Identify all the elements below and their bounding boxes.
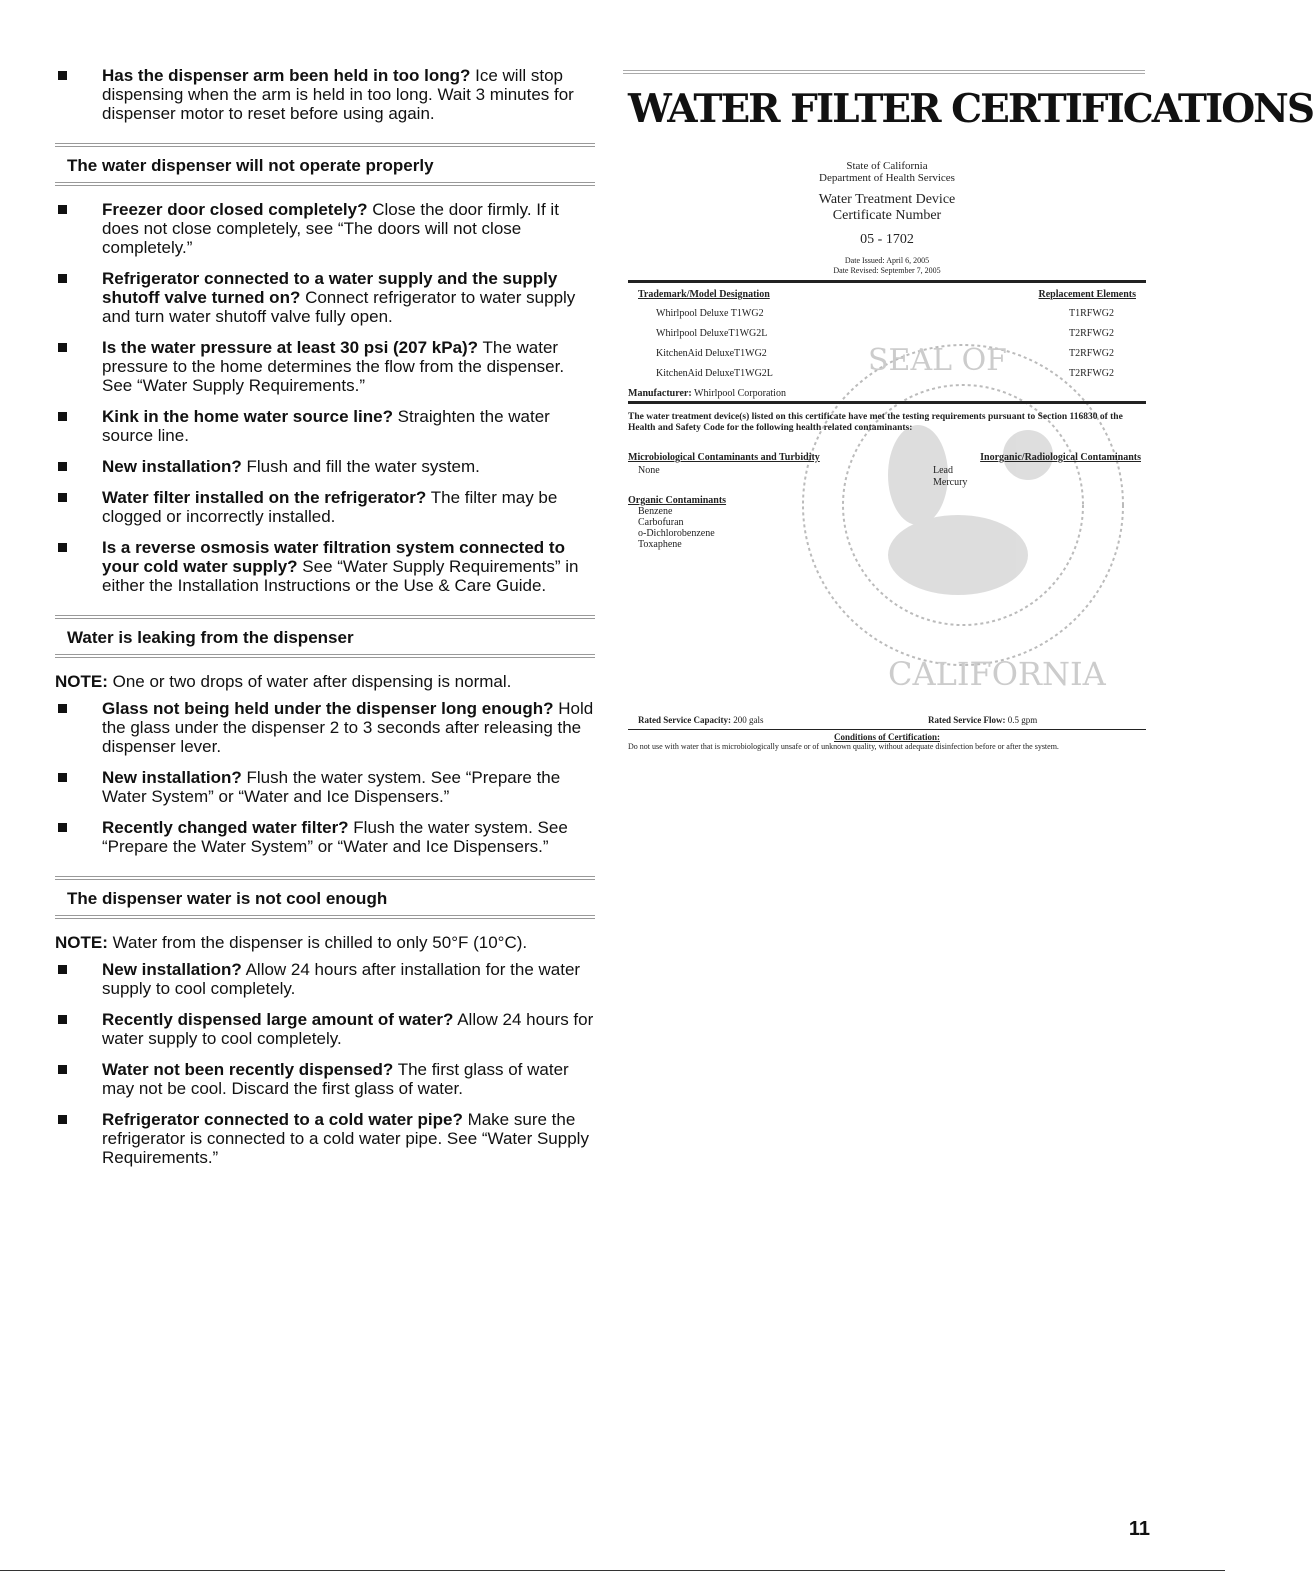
capacity-value: 200 gals xyxy=(733,715,764,725)
conditions-label: Conditions of Certification: xyxy=(834,732,940,742)
bullet-answer: Flush the water system. See “Prepare the Water System” or “Water and Ice Dispensers.” xyxy=(102,768,561,806)
cert-dept: Department of Health Services xyxy=(819,172,955,184)
bullet-answer: The water pressure to the home determines the flow from the dispenser. See “Water Supply Requirements.” xyxy=(102,338,565,395)
bullet-question: Has the dispenser arm been held in too long? xyxy=(102,66,471,85)
bullet-item xyxy=(55,407,595,445)
bullet-answer: Straighten the water source line. xyxy=(102,407,550,445)
bullet-answer: Hold the glass under the dispenser 2 to 3 seconds after releasing the dispenser lever. xyxy=(102,699,594,756)
bullet-item xyxy=(55,200,595,257)
organic-label: Organic Contaminants xyxy=(628,495,727,506)
bullet-answer: Flush and fill the water system. xyxy=(241,457,480,476)
manufacturer-line xyxy=(628,388,1146,399)
contaminant-heads xyxy=(628,452,1146,463)
replacement-element: T2RFWG2 xyxy=(1069,328,1114,339)
organic-values xyxy=(638,506,1146,550)
bullet-answer: Allow 24 hours after installation for the water supply to cool completely. xyxy=(102,960,581,998)
replacement-element: T2RFWG2 xyxy=(1069,368,1114,379)
certificate xyxy=(628,160,1146,780)
bullet-item xyxy=(55,1110,595,1167)
cert-footer xyxy=(628,715,1146,752)
cert-date-revised: Date Revised: September 7, 2005 xyxy=(833,266,941,275)
cert-column-heads xyxy=(638,289,1136,300)
bullet-item xyxy=(55,66,595,123)
replacement-element: T1RFWG2 xyxy=(1069,308,1114,319)
section-heading-leaking: Water is leaking from the dispenser xyxy=(55,615,595,658)
top-bullets xyxy=(55,66,595,123)
bullet-item xyxy=(55,960,595,998)
contaminant-item: Mercury xyxy=(933,477,968,488)
flow-value: 0.5 gpm xyxy=(1007,715,1038,725)
bullet-answer: Make sure the refrigerator is connected to a cold water pipe. See “Water Supply Requirements.” xyxy=(102,1110,589,1167)
note-label: NOTE: xyxy=(55,672,108,691)
seal-top-text: SEAL OF xyxy=(868,343,1007,378)
cert-date-issued: Date Issued: April 6, 2005 xyxy=(844,256,930,265)
bullet-item xyxy=(55,818,595,856)
bullet-question: Refrigerator connected to a water supply and the supply shutoff valve turned on? xyxy=(102,269,558,307)
cert-rule xyxy=(628,729,1146,730)
bullet-answer: Allow 24 hours for water supply to cool completely. xyxy=(102,1010,594,1048)
cert-rule xyxy=(628,401,1146,404)
bullet-question: Glass not being held under the dispenser long enough? xyxy=(102,699,554,718)
inorganic-values xyxy=(933,465,967,489)
model-name: Whirlpool DeluxeT1WG2L xyxy=(656,328,768,339)
inorganic-label: Inorganic/Radiological Contaminants xyxy=(980,452,1141,463)
bullet-question: Water not been recently dispensed? xyxy=(102,1060,394,1079)
bullet-question: Freezer door closed completely? xyxy=(102,200,368,219)
page-number: 11 xyxy=(1128,1518,1150,1540)
contaminant-item: Toxaphene xyxy=(638,539,682,550)
contaminant-values xyxy=(628,463,1146,495)
model-row xyxy=(628,344,1146,364)
micro-label: Microbiological Contaminants and Turbidity xyxy=(628,452,820,463)
model-row xyxy=(628,304,1146,324)
contaminant-item: Carbofuran xyxy=(638,517,684,528)
cert-statement: The water treatment device(s) listed on this certificate have met the testing requirements pursuant to Section 116830 of the Health and Safety Code for the following health related contaminants: xyxy=(628,412,1123,433)
cert-state: State of California xyxy=(846,160,928,172)
bullet-item xyxy=(55,538,595,595)
bullet-question: Is the water pressure at least 30 psi (207 kPa)? xyxy=(102,338,479,357)
bullet-answer: Ice will stop dispensing when the arm is held in too long. Wait 3 minutes for dispenser motor to reset before using again. xyxy=(102,66,574,123)
model-name: Whirlpool Deluxe T1WG2 xyxy=(656,308,764,319)
bullet-question: New installation? xyxy=(102,457,242,476)
bullet-question: New installation? xyxy=(102,768,242,787)
ratings-line xyxy=(628,715,1146,725)
bottom-rule xyxy=(0,1570,1225,1571)
micro-value: None xyxy=(638,465,660,476)
bullet-answer: Close the door firmly. If it does not close completely, see “The doors will not close completely.” xyxy=(102,200,559,257)
note-text: Water from the dispenser is chilled to only 50°F (10°C). xyxy=(107,933,528,952)
bullet-item xyxy=(55,488,595,526)
capacity-label: Rated Service Capacity: xyxy=(638,715,731,725)
note-leaking xyxy=(55,672,595,691)
bullet-item xyxy=(55,699,595,756)
bullet-question: Recently dispensed large amount of water? xyxy=(102,1010,454,1029)
cert-device: Water Treatment Device xyxy=(818,192,956,207)
contaminant-item: o-Dichlorobenzene xyxy=(638,528,715,539)
bullet-item xyxy=(55,269,595,326)
bullet-answer: The first glass of water may not be cool. Discard the first glass of water. xyxy=(102,1060,569,1098)
trademark-column-head: Trademark/Model Designation xyxy=(638,289,770,300)
note-text: One or two drops of water after dispensing is normal. xyxy=(107,672,512,691)
contaminant-item: Benzene xyxy=(638,506,673,517)
seal-bottom-text: CALIFORNIA xyxy=(888,655,1106,693)
replacement-element: T2RFWG2 xyxy=(1069,348,1114,359)
manufacturer-label: Manufacturer: xyxy=(628,388,692,399)
section-heading-not-cool: The dispenser water is not cool enough xyxy=(55,876,595,919)
s3-bullets xyxy=(55,960,595,1167)
bullet-item xyxy=(55,457,595,476)
bullet-answer: The filter may be clogged or incorrectly installed. xyxy=(102,488,558,526)
page-title: WATER FILTER CERTIFICATIONS xyxy=(628,86,1313,132)
conditions-text: Do not use with water that is microbiologically unsafe or of unknown quality, without adequate disinfection before or after the system. xyxy=(628,742,1059,751)
model-row xyxy=(628,364,1146,384)
manufacturer-value: Whirlpool Corporation xyxy=(694,388,786,399)
s1-bullets xyxy=(55,200,595,595)
bullet-question: New installation? xyxy=(102,960,242,979)
flow-label: Rated Service Flow: xyxy=(928,715,1006,725)
replacement-column-head: Replacement Elements xyxy=(1038,289,1136,300)
bullet-item xyxy=(55,768,595,806)
certifications-column xyxy=(623,70,1313,132)
bullet-item xyxy=(55,338,595,395)
bullet-answer: See “Water Supply Requirements” in either the Installation Instructions or the Use & Care Guide. xyxy=(102,557,579,595)
section-heading-not-operate: The water dispenser will not operate properly xyxy=(55,143,595,186)
cert-number: 05 - 1702 xyxy=(860,232,914,247)
model-name: KitchenAid DeluxeT1WG2 xyxy=(656,348,767,359)
cert-rule xyxy=(628,280,1146,283)
note-label: NOTE: xyxy=(55,933,108,952)
troubleshooting-column xyxy=(55,66,595,1179)
s2-bullets xyxy=(55,699,595,856)
cert-number-label: Certificate Number xyxy=(832,208,942,223)
model-rows xyxy=(628,304,1146,384)
bullet-question: Water filter installed on the refrigerator? xyxy=(102,488,427,507)
bullet-question: Recently changed water filter? xyxy=(102,818,349,837)
contaminant-item: Lead xyxy=(933,465,953,476)
bullet-item xyxy=(55,1010,595,1048)
bullet-question: Is a reverse osmosis water filtration system connected to your cold water supply? xyxy=(102,538,565,576)
bullet-question: Kink in the home water source line? xyxy=(102,407,393,426)
divider xyxy=(623,70,1145,74)
note-not-cool xyxy=(55,933,595,952)
bullet-item xyxy=(55,1060,595,1098)
model-name: KitchenAid DeluxeT1WG2L xyxy=(656,368,773,379)
bullet-answer: Connect refrigerator to water supply and turn water shutoff valve fully open. xyxy=(102,288,576,326)
model-row xyxy=(628,324,1146,344)
bullet-question: Refrigerator connected to a cold water pipe? xyxy=(102,1110,463,1129)
bullet-answer: Flush the water system. See “Prepare the Water System” or “Water and Ice Dispensers.” xyxy=(102,818,568,856)
